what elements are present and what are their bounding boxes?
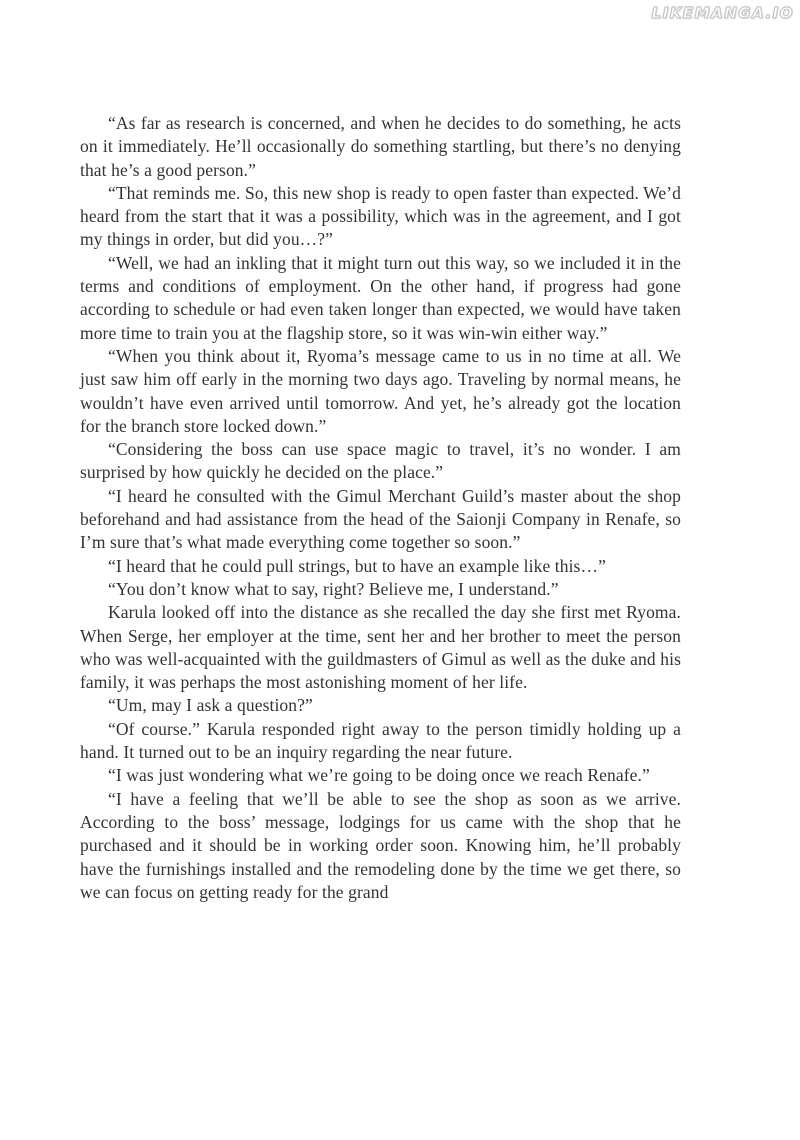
novel-page-body — [80, 112, 681, 904]
paragraph: “Well, we had an inkling that it might turn out this way, so we included it in the terms and conditions of employment. On the other hand, if progress had gone according to schedule or had even taken longer than expected, we would have taken more time to train you at the flagship store, so it was win-win either way.” — [80, 252, 681, 343]
paragraph: “I have a feeling that we’ll be able to see the shop as soon as we arrive. According to the boss’ message, lodgings for us came with the shop that he purchased and it should be in working order soon. Knowing him, he’ll probably have the furnishings installed and the remodeling done by the time we get there, so we can focus on getting ready for the grand — [80, 788, 681, 902]
paragraph: “When you think about it, Ryoma’s message came to us in no time at all. We just saw him off early in the morning two days ago. Traveling by normal means, he wouldn’t have even arrived until tomorrow. And yet, he’s already got the location for the branch store locked down.” — [80, 345, 681, 436]
paragraph: “Um, may I ask a question?” — [108, 695, 313, 716]
paragraph: “Considering the boss can use space magic to travel, it’s no wonder. I am surprised by how quickly he decided on the place.” — [80, 439, 681, 483]
paragraph: “I heard he consulted with the Gimul Merchant Guild’s master about the shop beforehand and had assistance from the head of the Saionji Company in Renafe, so I’m sure that’s what made everything come together so soon.” — [80, 485, 681, 553]
paragraph: “You don’t know what to say, right? Believe me, I understand.” — [108, 578, 559, 599]
paragraph: “I heard that he could pull strings, but to have an example like this…” — [108, 555, 606, 576]
paragraph: “That reminds me. So, this new shop is ready to open faster than expected. We’d heard from the start that it was a possibility, which was in the agreement, and I got my things in order, but did you…?” — [80, 182, 681, 250]
paragraph: Karula looked off into the distance as she recalled the day she first met Ryoma. When Serge, her employer at the time, sent her and her brother to meet the person who was well-acquainted with the guildmasters of Gimul as well as the duke and his family, it was perhaps the most astonishing moment of her life. — [80, 602, 681, 693]
paragraph: “I was just wondering what we’re going to be doing once we reach Renafe.” — [108, 765, 650, 786]
paragraph: “As far as research is concerned, and when he decides to do something, he acts on it immediately. He’ll occasionally do something startling, but there’s no denying that he’s a good person.” — [80, 113, 681, 180]
paragraph: “Of course.” Karula responded right away to the person timidly holding up a hand. It turned out to be an inquiry regarding the near future. — [80, 718, 681, 763]
site-watermark: LIKEMANGA.IO — [651, 4, 794, 22]
